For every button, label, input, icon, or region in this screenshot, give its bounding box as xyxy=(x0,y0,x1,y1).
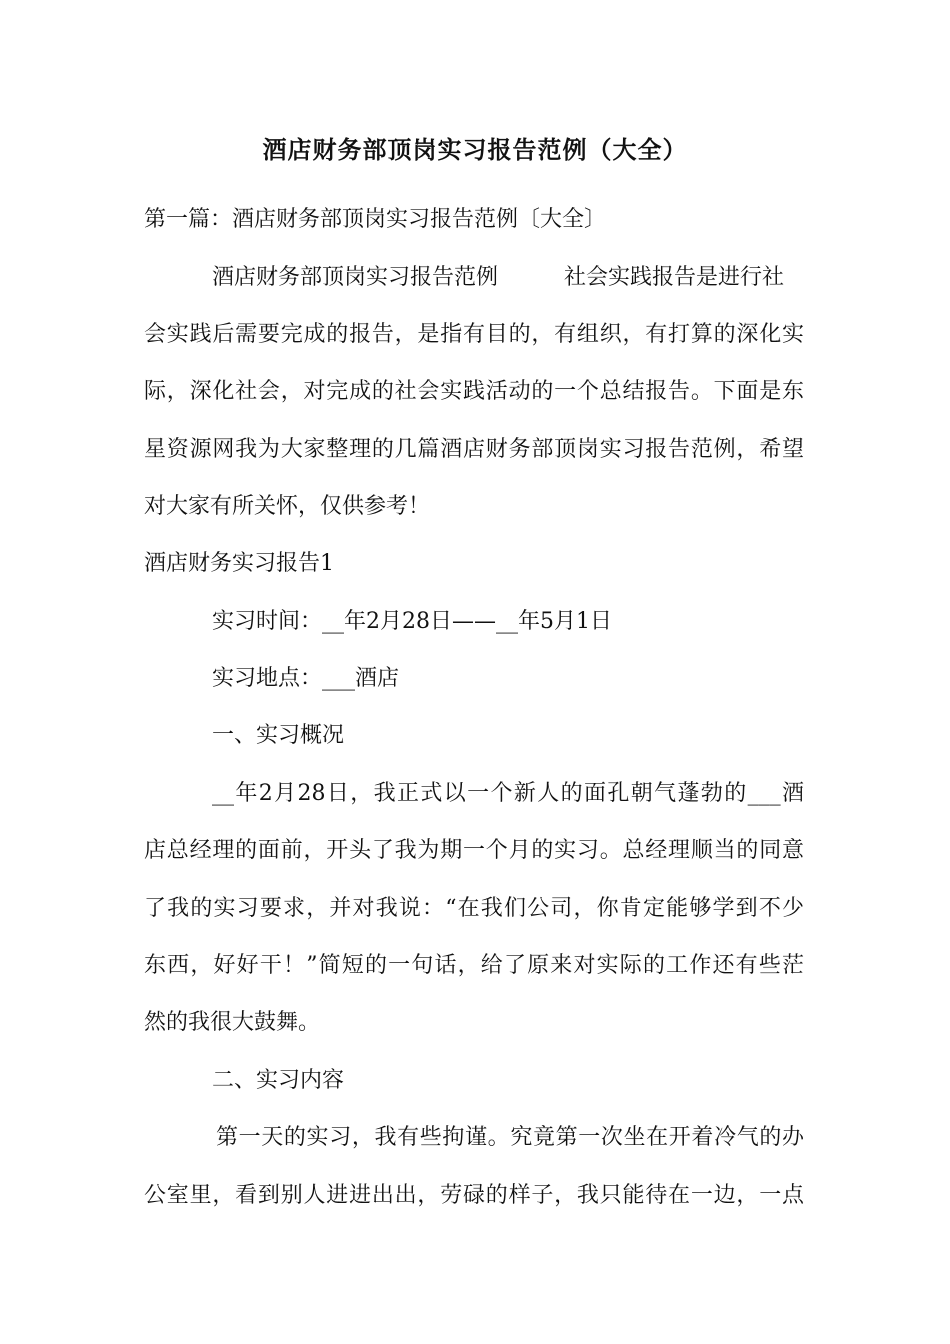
report-heading: 酒店财务实习报告1 xyxy=(144,551,334,576)
section-1-line-5: 然的我很大鼓舞。 xyxy=(144,1010,321,1035)
section-2-line-2: 公室里，看到别人进进出出，劳碌的样子，我只能待在一边，一点 xyxy=(144,1183,804,1208)
intro-line-2: 会实践后需要完成的报告，是指有目的，有组织，有打算的深化实 xyxy=(144,322,804,347)
section-1-heading: 一、实习概况 xyxy=(212,723,345,748)
internship-place: 实习地点：___酒店 xyxy=(212,666,400,691)
section-1-line-3: 了我的实习要求，并对我说：“在我们公司，你肯定能够学到不少 xyxy=(144,896,804,921)
section-1-line-1: __年2月28日，我正式以一个新人的面孔朝气蓬勃的___酒 xyxy=(212,781,804,806)
chapter-heading: 第一篇：酒店财务部顶岗实习报告范例〔大全〕 xyxy=(144,207,607,232)
intro-line-1 xyxy=(212,263,784,293)
section-1-line-4: 东西，好好干！”简短的一句话，给了原来对实际的工作还有些茫 xyxy=(144,953,804,978)
section-1-line-2: 店总经理的面前，开头了我为期一个月的实习。总经理顺当的同意 xyxy=(144,838,804,863)
intro-line-1-part-1: 酒店财务部顶岗实习报告范例 xyxy=(212,265,499,290)
intro-line-1-part-2: 社会实践报告是进行社 xyxy=(564,265,785,290)
section-2-heading: 二、实习内容 xyxy=(212,1068,345,1093)
intro-line-5: 对大家有所关怀，仅供参考！ xyxy=(144,494,431,519)
internship-time: 实习时间：__年2月28日——__年5月1日 xyxy=(212,609,612,634)
document-title: 酒店财务部顶岗实习报告范例（大全） xyxy=(262,135,688,164)
intro-line-4: 星资源网我为大家整理的几篇酒店财务部顶岗实习报告范例，希望 xyxy=(144,437,804,462)
intro-line-3: 际，深化社会，对完成的社会实践活动的一个总结报告。下面是东 xyxy=(144,379,804,404)
section-2-line-1: 第一天的实习，我有些拘谨。究竟第一次坐在开着冷气的办 xyxy=(216,1125,804,1150)
